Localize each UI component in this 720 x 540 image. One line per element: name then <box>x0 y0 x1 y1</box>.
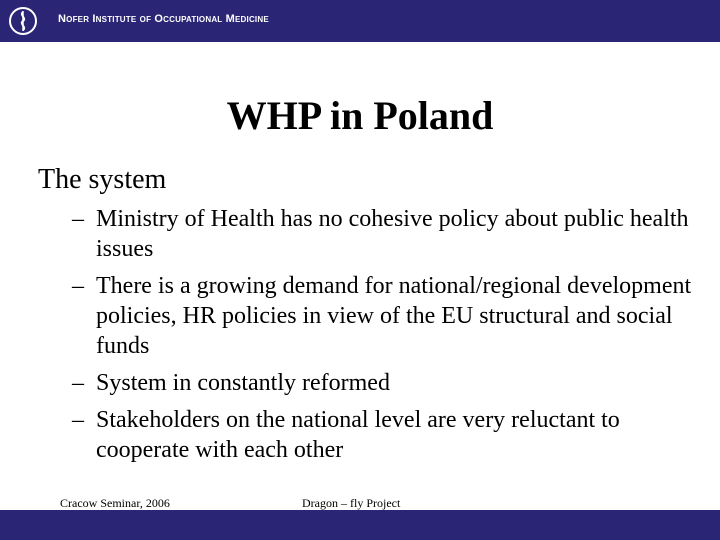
slide-title: WHP in Poland <box>226 93 494 138</box>
bullet-item <box>72 405 702 465</box>
bullet-marker: – <box>72 407 84 433</box>
bullet-text: There is a growing demand for national/regional development policies, HR policies in view of the EU structural and social funds <box>96 273 692 359</box>
institute-logo-icon <box>8 6 38 36</box>
bullet-item <box>72 204 702 264</box>
bullet-text: System in constantly reformed <box>96 370 390 396</box>
bullet-item <box>72 368 702 398</box>
bullet-marker: – <box>72 370 84 396</box>
section-heading: The system <box>38 164 167 195</box>
bullet-marker: – <box>72 206 84 232</box>
footer-project: Dragon – fly Project <box>302 496 401 510</box>
bullet-item <box>72 271 702 361</box>
footer-bar <box>0 510 720 540</box>
header-bar <box>0 0 720 42</box>
bullet-marker: – <box>72 273 84 299</box>
bullet-text: Ministry of Health has no cohesive policy about public health issues <box>96 206 689 262</box>
footer-seminar: Cracow Seminar, 2006 <box>60 496 170 510</box>
bullet-list <box>72 204 702 472</box>
institute-name: Nofer Institute of Occupational Medicine <box>58 13 269 25</box>
bullet-text: Stakeholders on the national level are very reluctant to cooperate with each other <box>96 407 620 463</box>
